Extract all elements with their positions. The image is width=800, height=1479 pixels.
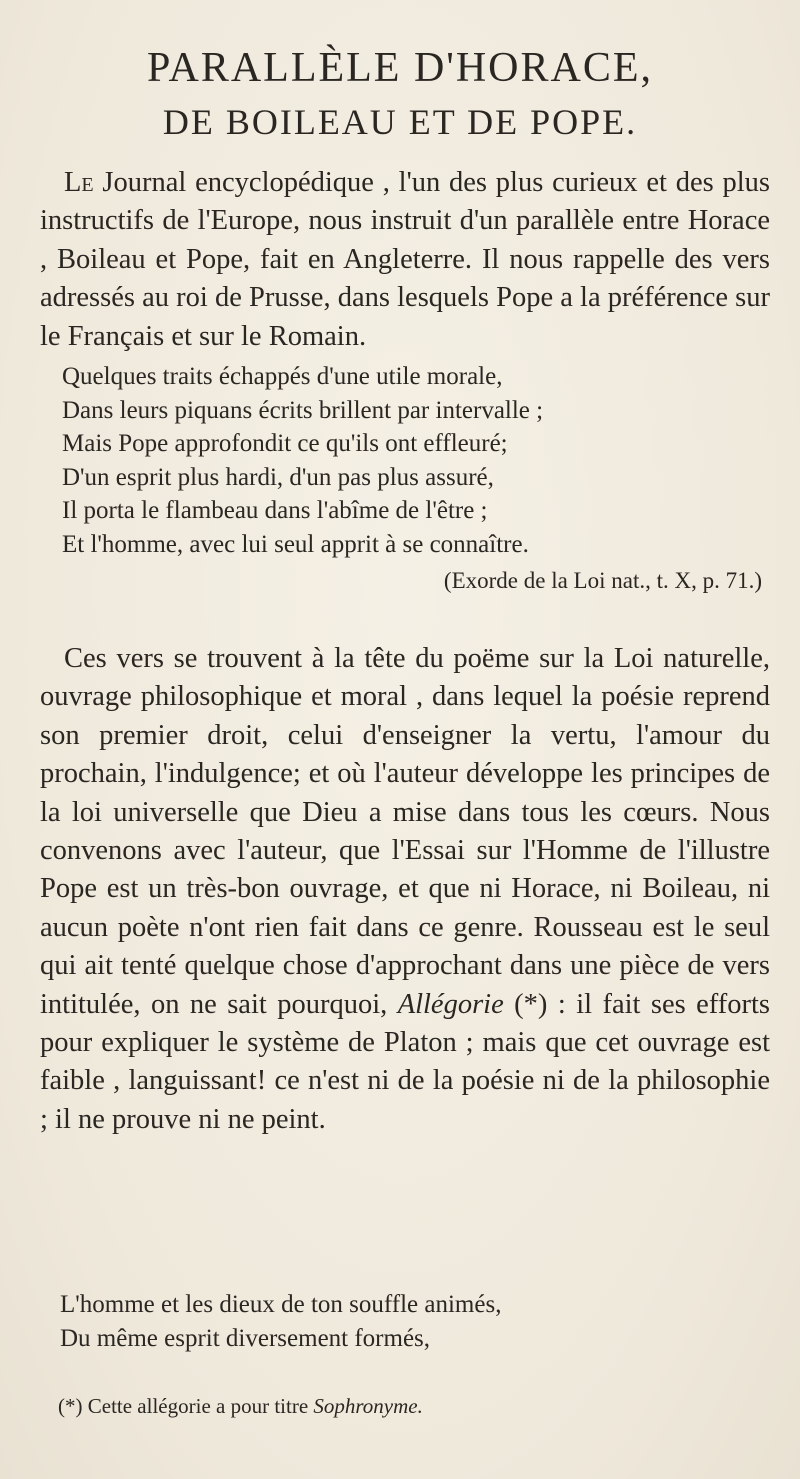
page-subtitle: DE BOILEAU ET DE POPE. [162,102,638,142]
paragraph-commentary-text-end: (*) : il fait ses efforts pour expliquer le système de Platon ; mais que cet ouvrage est faible , languissant! ce n'est ni de la poésie ni de la philosophie ; il ne prouve ni ne peint. [40,988,770,1135]
footnote-italic-title: Sophronyme. [313,1394,423,1418]
footnote [58,1392,758,1420]
italic-title: Allégorie [397,988,504,1020]
paragraph-intro [40,164,770,356]
verse-line: Quelques traits échappés d'une utile morale, [62,363,503,390]
page-title: PARALLÈLE D'HORACE, [146,45,654,91]
verse-line: D'un esprit plus hardi, d'un pas plus assuré, [62,463,494,491]
verse-line: Du même esprit diversement formés, [60,1324,431,1352]
verse-block-rousseau [60,1288,760,1355]
verse-line: Dans leurs piquans écrits brillent par intervalle ; [62,396,544,424]
verse-line: Mais Pope approfondit ce qu'ils ont effleuré; [62,430,508,457]
paragraph-commentary-text: Ces vers se trouvent à la tête du poëme sur la Loi naturelle, ouvrage philosophique et moral , dans lequel la poésie reprend son premier droit, celui d'enseigner la vertu, l'amour du prochain, l'indulgence; et où l'auteur développe les principes de la loi universelle que Dieu a mise dans tous les cœurs. Nous convenons avec l'auteur, que l'Essai sur l'Homme de l'illustre Pope est un très-bon ouvrage, et que ni Horace, ni Boileau, ni aucun poète n'ont rien fait dans ce genre. Rousseau est le seul qui ait tenté quelque chose d'approchant dans une pièce de vers intitulée, on ne sait pourquoi, [40,643,770,1020]
verse-line: L'homme et les dieux de ton souffle animés, [60,1291,502,1318]
verse-block-pope [62,360,762,561]
paragraph-commentary [40,640,770,1139]
verse-line: Et l'homme, avec lui seul apprit à se connaître. [62,530,529,558]
drop-word: Le [64,167,94,198]
footnote-text: (*) Cette allégorie a pour titre [58,1394,314,1418]
paragraph-intro-text: Journal encyclopédique , l'un des plus curieux et des plus instructifs de l'Europe, nous instruit d'un parallèle entre Horace , Boileau et Pope, fait en Angleterre. Il nous rappelle des vers adressés au roi de Prusse, dans lesquels Pope a la préférence sur le Français et sur le Romain. [40,167,770,352]
verse-source-citation: (Exorde de la Loi nat., t. X, p. 71.) [443,568,762,593]
verse-line: Il porta le flambeau dans l'abîme de l'être ; [62,497,488,524]
